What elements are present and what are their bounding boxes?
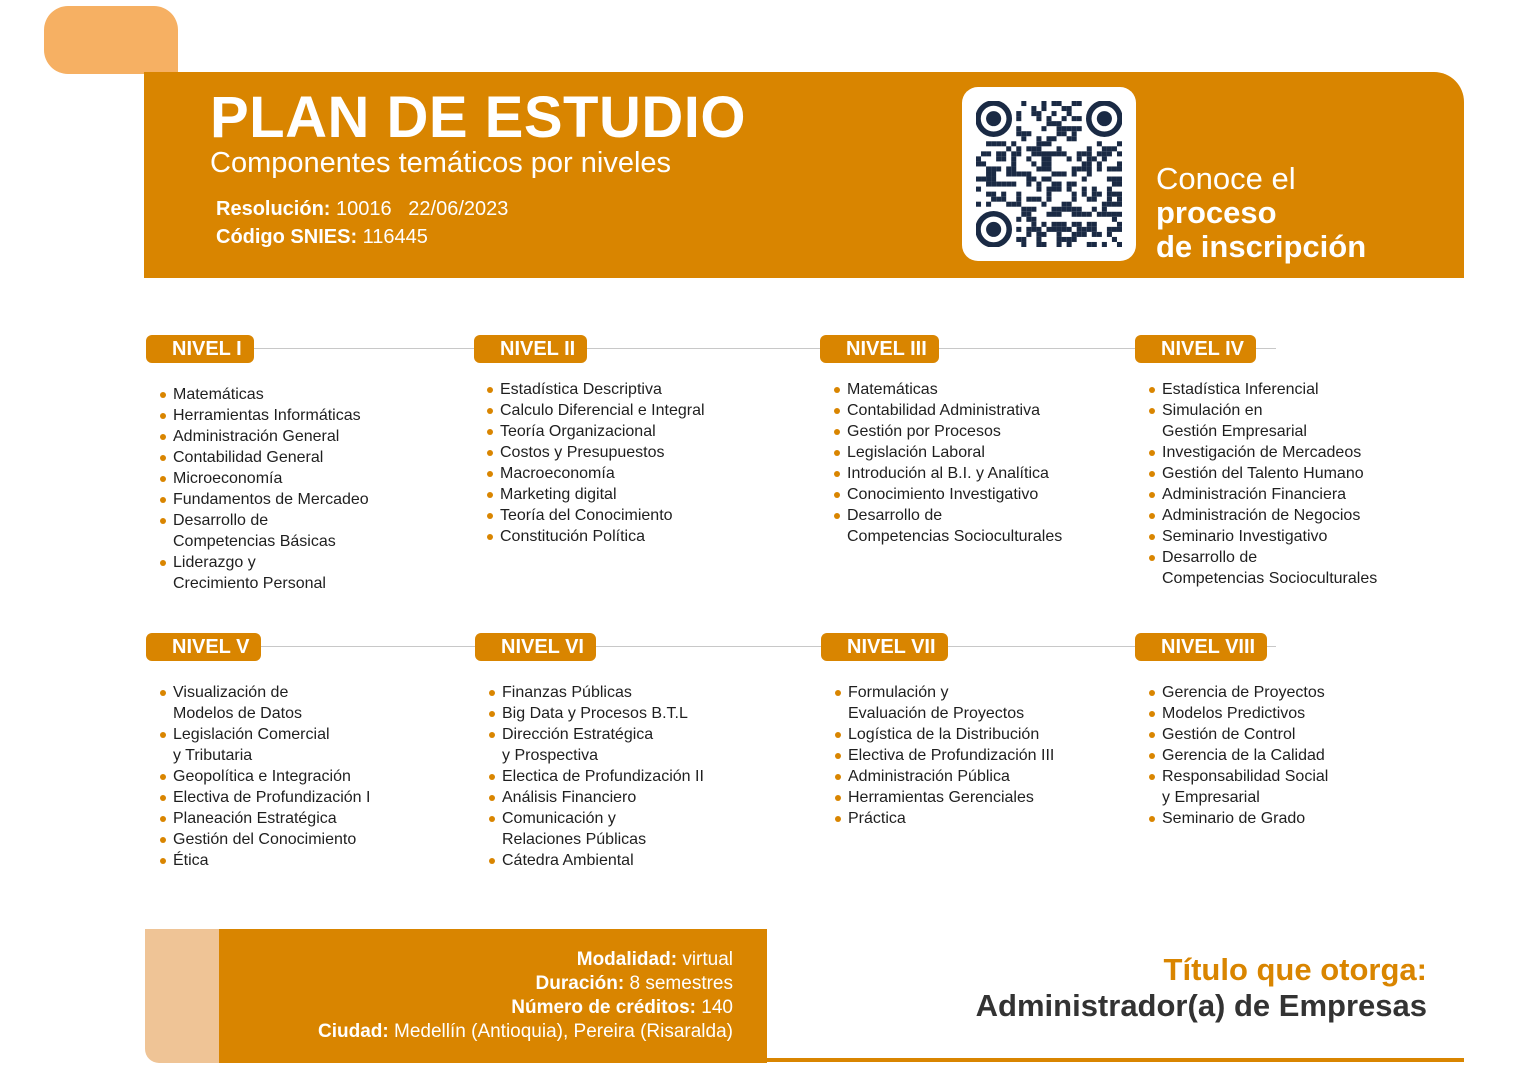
course-item: Modelos Predictivos xyxy=(1148,703,1328,724)
creditos-value: 140 xyxy=(701,997,733,1018)
course-item: Teoría Organizacional xyxy=(486,421,705,442)
course-item: Gestión de Control xyxy=(1148,724,1328,745)
snies-label: Código SNIES: xyxy=(216,226,358,248)
program-info xyxy=(318,948,733,1044)
course-item: Seminario Investigativo xyxy=(1148,526,1377,547)
degree-title-label: Título que otorga: xyxy=(1163,952,1427,987)
course-item: Planeación Estratégica xyxy=(159,808,370,829)
level-3-list xyxy=(833,379,1062,547)
resolucion-line xyxy=(216,196,508,222)
course-item: Legislación Comercial y Tributaria xyxy=(159,724,370,766)
course-item: Contabilidad Administrativa xyxy=(833,400,1062,421)
cta-line-1: Conoce el xyxy=(1156,161,1296,196)
course-item: Geopolítica e Integración xyxy=(159,766,370,787)
course-item: Seminario de Grado xyxy=(1148,808,1328,829)
course-item: Estadística Descriptiva xyxy=(486,379,705,400)
course-item: Finanzas Públicas xyxy=(488,682,704,703)
course-item: Macroeconomía xyxy=(486,463,705,484)
page-title: PLAN DE ESTUDIO xyxy=(210,85,746,150)
modalidad-label: Modalidad: xyxy=(576,949,678,970)
level-1-list xyxy=(159,384,369,594)
snies-line xyxy=(216,224,428,250)
decorative-tab xyxy=(44,6,178,74)
degree-title xyxy=(976,952,1427,1024)
creditos-line xyxy=(318,996,733,1020)
course-item: Introdución al B.I. y Analítica xyxy=(833,463,1062,484)
course-item: Comunicación y Relaciones Públicas xyxy=(488,808,704,850)
footer-accent xyxy=(145,929,219,1063)
course-item: Ética xyxy=(159,850,370,871)
level-5-badge: NIVEL V xyxy=(146,633,261,661)
degree-title-value: Administrador(a) de Empresas xyxy=(975,988,1427,1023)
course-item: Costos y Presupuestos xyxy=(486,442,705,463)
creditos-label: Número de créditos: xyxy=(511,997,697,1018)
level-4-badge: NIVEL IV xyxy=(1135,335,1256,363)
course-item: Administración de Negocios xyxy=(1148,505,1377,526)
course-item: Contabilidad General xyxy=(159,447,369,468)
course-item: Dirección Estratégica y Prospectiva xyxy=(488,724,704,766)
program-info-box xyxy=(219,929,767,1063)
course-item: Investigación de Mercadeos xyxy=(1148,442,1377,463)
course-item: Gestión por Procesos xyxy=(833,421,1062,442)
header-banner xyxy=(144,72,1464,278)
course-item: Cátedra Ambiental xyxy=(488,850,704,871)
course-item: Electiva de Profundización I xyxy=(159,787,370,808)
level-6-list xyxy=(488,682,704,871)
course-item: Simulación en Gestión Empresarial xyxy=(1148,400,1377,442)
modalidad-value: virtual xyxy=(682,949,733,970)
level-8-list xyxy=(1148,682,1328,829)
course-item: Gestión del Conocimiento xyxy=(159,829,370,850)
course-item: Estadística Inferencial xyxy=(1148,379,1377,400)
course-item: Constitución Política xyxy=(486,526,705,547)
course-item: Matemáticas xyxy=(159,384,369,405)
course-item: Administración Pública xyxy=(834,766,1054,787)
cta-line-3: de inscripción xyxy=(1156,229,1367,264)
course-item: Matemáticas xyxy=(833,379,1062,400)
level-3-badge: NIVEL III xyxy=(820,335,939,363)
qr-code[interactable] xyxy=(962,87,1136,261)
course-item: Big Data y Procesos B.T.L xyxy=(488,703,704,724)
course-item: Herramientas Informáticas xyxy=(159,405,369,426)
levels-divider-row-1 xyxy=(146,348,1276,349)
course-item: Gestión del Talento Humano xyxy=(1148,463,1377,484)
level-7-list xyxy=(834,682,1054,829)
course-item: Calculo Diferencial e Integral xyxy=(486,400,705,421)
course-item: Legislación Laboral xyxy=(833,442,1062,463)
modalidad-line xyxy=(318,948,733,972)
course-item: Electiva de Profundización III xyxy=(834,745,1054,766)
ciudad-line xyxy=(318,1020,733,1044)
qr-code-icon xyxy=(976,101,1122,247)
resolucion-value: 10016 22/06/2023 xyxy=(336,198,509,220)
course-item: Electica de Profundización II xyxy=(488,766,704,787)
ciudad-value: Medellín (Antioquia), Pereira (Risaralda) xyxy=(394,1021,733,1042)
course-item: Gerencia de Proyectos xyxy=(1148,682,1328,703)
course-item: Microeconomía xyxy=(159,468,369,489)
level-5-list xyxy=(159,682,370,871)
snies-value: 116445 xyxy=(362,226,428,248)
level-7-badge: NIVEL VII xyxy=(821,633,948,661)
course-item: Administración General xyxy=(159,426,369,447)
course-item: Responsabilidad Social y Empresarial xyxy=(1148,766,1328,808)
course-item: Administración Financiera xyxy=(1148,484,1377,505)
course-item: Marketing digital xyxy=(486,484,705,505)
course-item: Fundamentos de Mercadeo xyxy=(159,489,369,510)
course-item: Desarrollo de Competencias Básicas xyxy=(159,510,369,552)
course-item: Práctica xyxy=(834,808,1054,829)
duracion-line xyxy=(318,972,733,996)
course-item: Formulación y Evaluación de Proyectos xyxy=(834,682,1054,724)
course-item: Desarrollo de Competencias Socioculturales xyxy=(833,505,1062,547)
duracion-value: 8 semestres xyxy=(629,973,733,994)
inscripcion-cta xyxy=(1156,162,1366,264)
course-item: Visualización de Modelos de Datos xyxy=(159,682,370,724)
course-item: Liderazgo y Crecimiento Personal xyxy=(159,552,369,594)
course-item: Gerencia de la Calidad xyxy=(1148,745,1328,766)
level-4-list xyxy=(1148,379,1377,589)
level-6-badge: NIVEL VI xyxy=(475,633,596,661)
course-item: Herramientas Gerenciales xyxy=(834,787,1054,808)
course-item: Teoría del Conocimiento xyxy=(486,505,705,526)
duracion-label: Duración: xyxy=(535,973,625,994)
levels-divider-row-2 xyxy=(146,646,1276,647)
footer-rule xyxy=(767,1058,1464,1062)
level-2-list xyxy=(486,379,705,547)
ciudad-label: Ciudad: xyxy=(318,1021,389,1042)
course-item: Desarrollo de Competencias Socioculturales xyxy=(1148,547,1377,589)
course-item: Logística de la Distribución xyxy=(834,724,1054,745)
page-subtitle: Componentes temáticos por niveles xyxy=(210,147,672,179)
course-item: Conocimiento Investigativo xyxy=(833,484,1062,505)
resolucion-label: Resolución: xyxy=(216,198,331,220)
course-item: Análisis Financiero xyxy=(488,787,704,808)
level-2-badge: NIVEL II xyxy=(474,335,587,363)
cta-line-2: proceso xyxy=(1156,195,1277,230)
level-1-badge: NIVEL I xyxy=(146,335,254,363)
level-8-badge: NIVEL VIII xyxy=(1135,633,1267,661)
